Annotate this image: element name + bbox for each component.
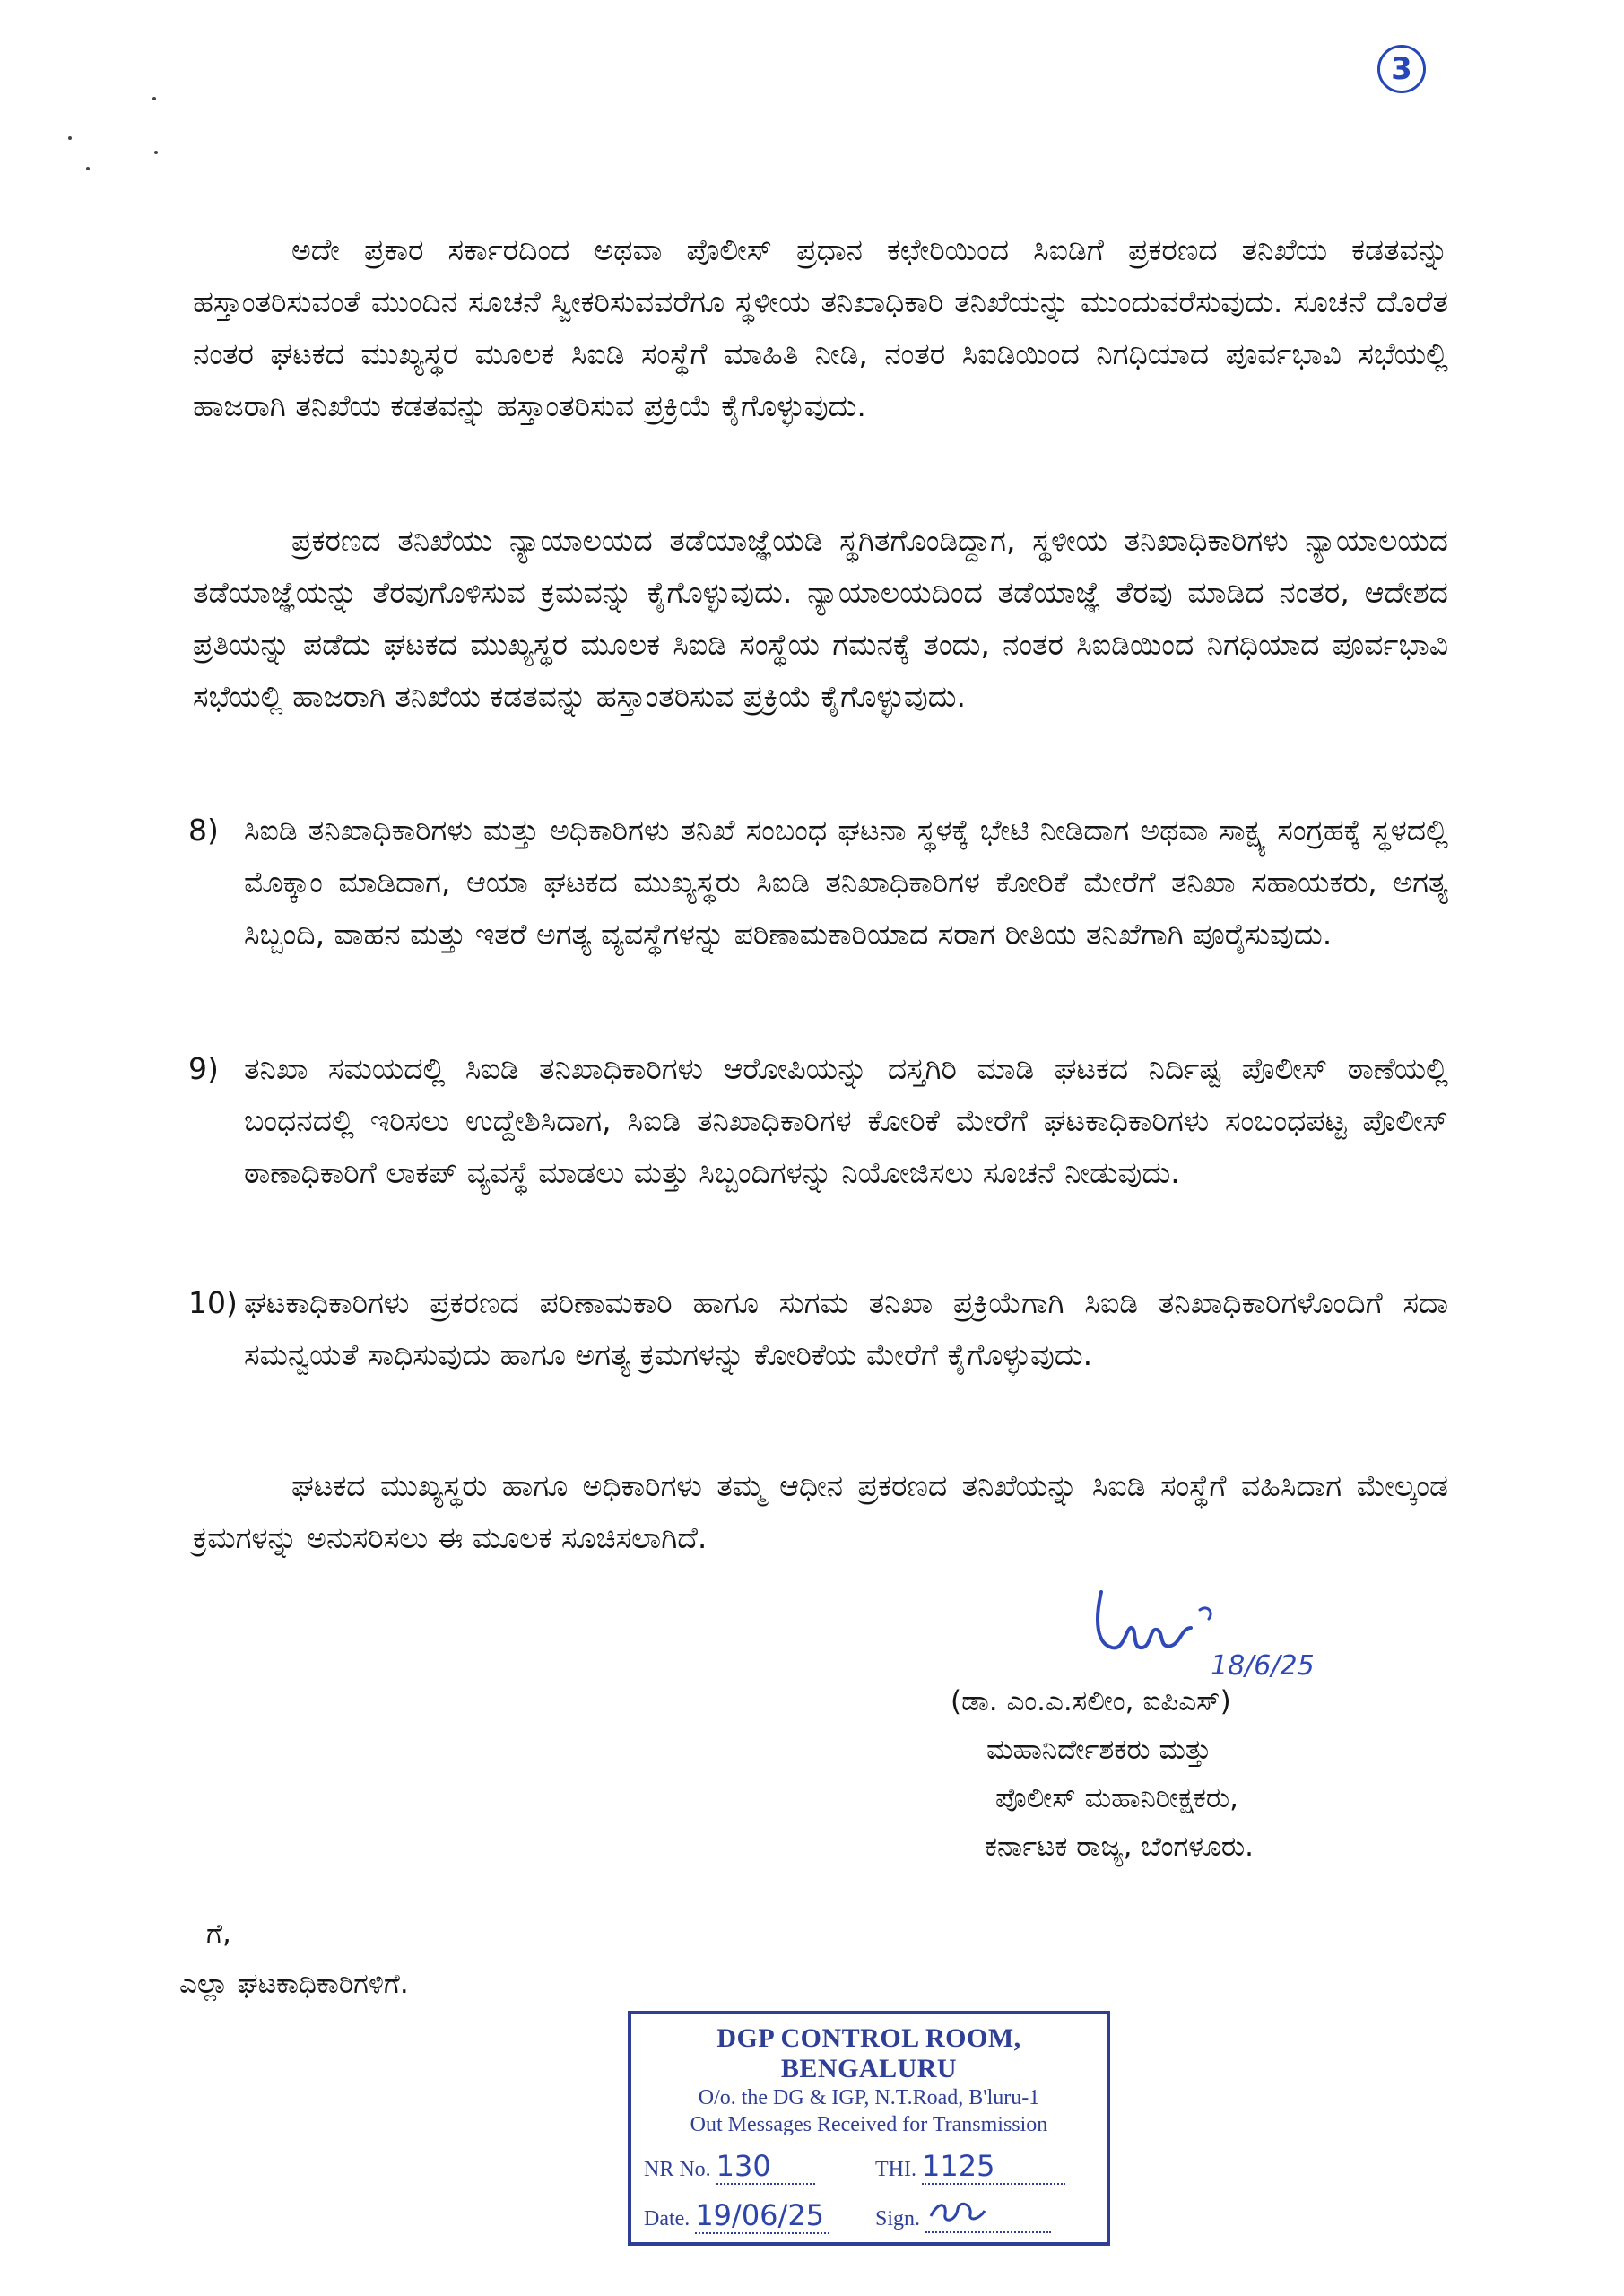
list-item [188, 1277, 1448, 1381]
signatory-title-3: ಕರ್ನಾಟಕ ರಾಜ್ಯ, ಬೆಂಗಳೂರು. [985, 1831, 1255, 1863]
recipient-name: ಎಲ್ಲಾ ಘಟಕಾಧಿಕಾರಿಗಳಿಗೆ. [179, 1968, 409, 2000]
list-item [188, 1043, 1448, 1199]
item-text: ಘಟಕಾಧಿಕಾರಿಗಳು ಪ್ರಕರಣದ ಪರಿಣಾಮಕಾರಿ ಹಾಗೂ ಸುಗಮ ತನಿಖಾ ಪ್ರಕ್ರಿಯೆಗಾಗಿ ಸಿಐಡಿ ತನಿಖಾಧಿಕಾರಿಗಳೊಂದಿಗೆ ಸದಾ ಸಮನ್ವಯತೆ ಸಾಧಿಸುವುದು ಹಾಗೂ ಅಗತ್ಯ ಕ್ರಮಗಳನ್ನು ಕೋರಿಕೆಯ ಮೇರೆಗೆ ಕೈಗೊಳ್ಳುವುದು. [244, 1285, 1448, 1372]
closing-paragraph: ಘಟಕದ ಮುಖ್ಯಸ್ಥರು ಹಾಗೂ ಅಧಿಕಾರಿಗಳು ತಮ್ಮ ಆಧೀನ ಪ್ರಕರಣದ ತನಿಖೆಯನ್ನು ಸಿಐಡಿ ಸಂಸ್ಥೆಗೆ ವಹಿಸಿದಾಗ ಮೇಲ್ಕಂಡ ಕ್ರಮಗಳನ್ನು ಅನುಸರಿಸಲು ಈ ಮೂಲಕ ಸೂಚಿಸಲಾಗಿದೆ. [193, 1468, 1448, 1555]
item-number: 9) [188, 1051, 219, 1086]
list-item [188, 804, 1448, 961]
stamp-date-value: 19/06/25 [695, 2198, 829, 2234]
scan-speck [152, 97, 156, 100]
stamp-nr-value: 130 [716, 2149, 815, 2185]
scan-speck [86, 167, 90, 170]
stamp-caption: Out Messages Received for Transmission [690, 2113, 1048, 2136]
stamp-thi-row [875, 2149, 1065, 2185]
stamp-address: O/o. the DG & IGP, N.T.Road, B'luru-1 [698, 2086, 1040, 2109]
recipient-block [179, 1909, 409, 2009]
handwritten-signature [1085, 1574, 1363, 1682]
stamp-thi-label: THI. [875, 2158, 916, 2181]
scan-speck [68, 136, 72, 140]
page-number [1377, 45, 1426, 93]
stamp-initials [925, 2198, 988, 2225]
stamp-sign-line [925, 2198, 1051, 2233]
stamp-sign-row [875, 2198, 1051, 2233]
stamp-thi-value: 1125 [922, 2149, 1065, 2185]
stamp-date-row [644, 2198, 829, 2234]
signatory-name: (ಡಾ. ಎಂ.ಎ.ಸಲೀಂ, ಐಪಿಎಸ್) [951, 1685, 1231, 1718]
signatory-title-2: ಪೊಲೀಸ್ ಮಹಾನಿರೀಕ್ಷಕರು, [995, 1782, 1238, 1814]
item-number: 8) [188, 813, 219, 848]
stamp-nr-row [644, 2149, 815, 2185]
signatory-title-1: ಮಹಾನಿರ್ದೇಶಕರು ಮತ್ತು [986, 1734, 1211, 1766]
paragraph-handover: ಅದೇ ಪ್ರಕಾರ ಸರ್ಕಾರದಿಂದ ಅಥವಾ ಪೊಲೀಸ್ ಪ್ರಧಾನ ಕಛೇರಿಯಿಂದ ಸಿಐಡಿಗೆ ಪ್ರಕರಣದ ತನಿಖೆಯ ಕಡತವನ್ನು ಹಸ್ತಾಂತರಿಸುವಂತೆ ಮುಂದಿನ ಸೂಚನೆ ಸ್ವೀಕರಿಸುವವರೆಗೂ ಸ್ಥಳೀಯ ತನಿಖಾಧಿಕಾರಿ ತನಿಖೆಯನ್ನು ಮುಂದುವರೆಸುವುದು. ಸೂಚನೆ ದೊರೆತ ನಂತರ ಘಟಕದ ಮುಖ್ಯಸ್ಥರ ಮೂಲಕ ಸಿಐಡಿ ಸಂಸ್ಥೆಗೆ ಮಾಹಿತಿ ನೀಡಿ, ನಂತರ ಸಿಐಡಿಯಿಂದ ನಿಗಧಿಯಾದ ಪೂರ್ವಭಾವಿ ಸಭೆಯಲ್ಲಿ ಹಾಜರಾಗಿ ತನಿಖೆಯ ಕಡತವನ್ನು ಹಸ್ತಾಂತರಿಸುವ ಪ್ರಕ್ರಿಯೆ ಕೈಗೊಳ್ಳುವುದು. [193, 232, 1448, 423]
item-text: ತನಿಖಾ ಸಮಯದಲ್ಲಿ ಸಿಐಡಿ ತನಿಖಾಧಿಕಾರಿಗಳು ಆರೋಪಿಯನ್ನು ದಸ್ತಗಿರಿ ಮಾಡಿ ಘಟಕದ ನಿರ್ದಿಷ್ಟ ಪೊಲೀಸ್ ಠಾಣೆಯಲ್ಲಿ ಬಂಧನದಲ್ಲಿ ಇರಿಸಲು ಉದ್ದೇಶಿಸಿದಾಗ, ಸಿಐಡಿ ತನಿಖಾಧಿಕಾರಿಗಳ ಕೋರಿಕೆ ಮೇರೆಗೆ ಘಟಕಾಧಿಕಾರಿಗಳು ಸಂಬಂಧಪಟ್ಟ ಪೊಲೀಸ್ ಠಾಣಾಧಿಕಾರಿಗೆ ಲಾಕಪ್ ವ್ಯವಸ್ಥೆ ಮಾಡಲು ಮತ್ತು ಸಿಬ್ಬಂದಿಗಳನ್ನು ನಿಯೋಜಿಸಲು ಸೂಚನೆ ನೀಡುವುದು. [244, 1051, 1448, 1190]
scan-speck [154, 151, 158, 154]
stamp-title: DGP CONTROL ROOM, BENGALURU [716, 2023, 1021, 2083]
recipient-to: ಗೆ, [206, 1918, 231, 1950]
page-number-text: 3 [1391, 51, 1412, 87]
stamp-nr-label: NR No. [644, 2158, 711, 2181]
control-room-stamp [628, 2011, 1110, 2246]
paragraph-court-stay: ಪ್ರಕರಣದ ತನಿಖೆಯು ನ್ಯಾಯಾಲಯದ ತಡೆಯಾಜ್ಞೆಯಡಿ ಸ್ಥಗಿತಗೊಂಡಿದ್ದಾಗ, ಸ್ಥಳೀಯ ತನಿಖಾಧಿಕಾರಿಗಳು ನ್ಯಾಯಾಲಯದ ತಡೆಯಾಜ್ಞೆಯನ್ನು ತೆರವುಗೊಳಿಸುವ ಕ್ರಮವನ್ನು ಕೈಗೊಳ್ಳುವುದು. ನ್ಯಾಯಾಲಯದಿಂದ ತಡೆಯಾಜ್ಞೆ ತೆರವು ಮಾಡಿದ ನಂತರ, ಆದೇಶದ ಪ್ರತಿಯನ್ನು ಪಡೆದು ಘಟಕದ ಮುಖ್ಯಸ್ಥರ ಮೂಲಕ ಸಿಐಡಿ ಸಂಸ್ಥೆಯ ಗಮನಕ್ಕೆ ತಂದು, ನಂತರ ಸಿಐಡಿಯಿಂದ ನಿಗಧಿಯಾದ ಪೂರ್ವಭಾವಿ ಸಭೆಯಲ್ಲಿ ಹಾಜರಾಗಿ ತನಿಖೆಯ ಕಡತವನ್ನು ಹಸ್ತಾಂತರಿಸುವ ಪ್ರಕ್ರಿಯೆ ಕೈಗೊಳ್ಳುವುದು. [193, 523, 1448, 714]
stamp-date-label: Date. [644, 2207, 690, 2231]
stamp-sign-label: Sign. [875, 2207, 921, 2231]
item-text: ಸಿಐಡಿ ತನಿಖಾಧಿಕಾರಿಗಳು ಮತ್ತು ಅಧಿಕಾರಿಗಳು ತನಿಖೆ ಸಂಬಂಧ ಘಟನಾ ಸ್ಥಳಕ್ಕೆ ಭೇಟಿ ನೀಡಿದಾಗ ಅಥವಾ ಸಾಕ್ಷ್ಯ ಸಂಗ್ರಹಕ್ಕೆ ಸ್ಥಳದಲ್ಲಿ ಮೊಕ್ಕಾಂ ಮಾಡಿದಾಗ, ಆಯಾ ಘಟಕದ ಮುಖ್ಯಸ್ಥರು ಸಿಐಡಿ ತನಿಖಾಧಿಕಾರಿಗಳ ಕೋರಿಕೆ ಮೇರೆಗೆ ತನಿಖಾ ಸಹಾಯಕರು, ಅಗತ್ಯ ಸಿಬ್ಬಂದಿ, ವಾಹನ ಮತ್ತು ಇತರೆ ಅಗತ್ಯ ವ್ಯವಸ್ಥೆಗಳನ್ನು ಪರಿಣಾಮಕಾರಿಯಾದ ಸರಾಗ ರೀತಿಯ ತನಿಖೆಗಾಗಿ ಪೂರೈಸುವುದು. [244, 813, 1448, 952]
item-number: 10) [188, 1285, 238, 1320]
signature-block [951, 1677, 1417, 1871]
signature-date: 18/6/25 [1211, 1650, 1315, 1682]
